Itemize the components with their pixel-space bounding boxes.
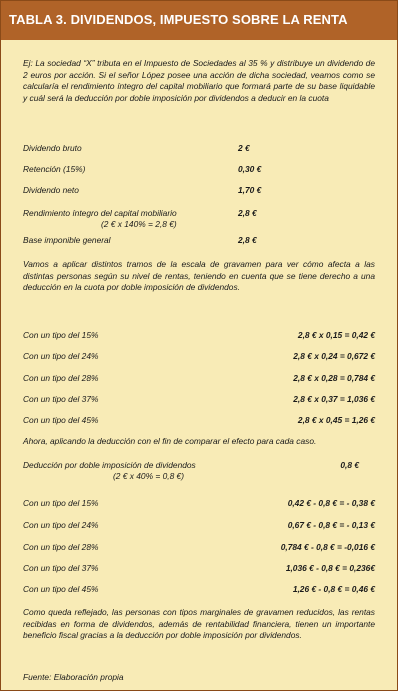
tax-row <box>23 351 375 363</box>
tax-row-value: 2,8 € x 0,24 = 0,672 € <box>293 351 375 361</box>
net-row <box>23 584 375 596</box>
base-row <box>23 235 375 247</box>
tax-row-value: 2,8 € x 0,28 = 0,784 € <box>293 373 375 383</box>
tax-row-label: Con un tipo del 15% <box>23 330 99 340</box>
base-row <box>23 208 375 232</box>
net-row-value: 0,67 € - 0,8 € = - 0,13 € <box>287 520 375 530</box>
table-title: TABLA 3. DIVIDENDOS, IMPUESTO SOBRE LA RENTA <box>9 12 348 27</box>
conclusion-paragraph: Como queda reflejado, las personas con tipos marginales de gravamen reducidos, las rentas recibidas en forma de dividendos, además de rentabilidad financiera, tienen un importante beneficio fiscal gracias a la deducción por doble imposición por dividendos. <box>23 607 375 641</box>
intro-paragraph: Ej: La sociedad “X” tributa en el Impuesto de Sociedades al 35 % y distribuye un dividendo de 2 euros por acción. Si el señor López posee una acción de dicha sociedad, veamos como se calcularía el rendimiento íntegro del capital mobiliario que formará parte de su base liquidable y cuál será la deducción por doble imposición por dividendos a deducir en la cuota <box>23 58 375 103</box>
tax-row <box>23 373 375 385</box>
base-row-label: Base imponible general <box>23 235 111 245</box>
net-row <box>23 520 375 532</box>
base-row-value: 1,70 € <box>238 185 262 195</box>
comparison-paragraph: Ahora, aplicando la deducción con el fin de comparar el efecto para cada caso. <box>23 436 317 446</box>
table-header <box>1 1 397 40</box>
net-row-label: Con un tipo del 28% <box>23 542 99 552</box>
net-row-label: Con un tipo del 15% <box>23 498 99 508</box>
base-row <box>23 143 375 155</box>
tax-row <box>23 330 375 342</box>
tax-row-label: Con un tipo del 28% <box>23 373 99 383</box>
tax-row-label: Con un tipo del 45% <box>23 415 99 425</box>
deduction-formula: (2 € x 40% = 0,8 €) <box>113 471 184 481</box>
base-row-value: 2 € <box>238 143 250 153</box>
base-row-label: Dividendo bruto <box>23 143 82 153</box>
net-row <box>23 542 375 554</box>
base-row-label: Rendimiento íntegro del capital mobiliario <box>23 208 177 218</box>
deduction-label: Deducción por doble imposición de dividendos <box>23 460 196 470</box>
net-row <box>23 498 375 510</box>
tax-row-value: 2,8 € x 0,37 = 1,036 € <box>293 394 375 404</box>
base-row-label: Dividendo neto <box>23 185 79 195</box>
deduction-value: 0,8 € <box>340 460 359 470</box>
scale-paragraph: Vamos a aplicar distintos tramos de la escala de gravamen para ver cómo afecta a las distintas personas según su nivel de rentas, teniendo en cuenta que se tiene derecho a una deducción en la cuota por doble imposición de dividendos. <box>23 259 375 293</box>
tax-row-value: 2,8 € x 0,45 = 1,26 € <box>297 415 375 425</box>
net-row-value: 1,036 € - 0,8 € = 0,236€ <box>285 563 375 573</box>
tax-row <box>23 415 375 427</box>
base-row-value: 2,8 € <box>238 235 257 245</box>
tax-row-label: Con un tipo del 24% <box>23 351 99 361</box>
net-row-label: Con un tipo del 37% <box>23 563 99 573</box>
base-row-value: 2,8 € <box>238 208 257 218</box>
tax-row <box>23 394 375 406</box>
net-row-value: 1,26 € - 0,8 € = 0,46 € <box>292 584 375 594</box>
source-note: Fuente: Elaboración propia <box>23 672 124 682</box>
base-row-value: 0,30 € <box>238 164 262 174</box>
base-row-formula: (2 € x 140% = 2,8 €) <box>101 219 177 229</box>
tax-row-value: 2,8 € x 0,15 = 0,42 € <box>297 330 375 340</box>
deduction-row <box>23 460 375 484</box>
base-row <box>23 185 375 197</box>
net-row-label: Con un tipo del 24% <box>23 520 99 530</box>
base-row <box>23 164 375 176</box>
net-row-value: 0,42 € - 0,8 € = - 0,38 € <box>287 498 375 508</box>
tax-row-label: Con un tipo del 37% <box>23 394 99 404</box>
base-row-label: Retención (15%) <box>23 164 86 174</box>
net-row <box>23 563 375 575</box>
net-row-value: 0,784 € - 0,8 € = -0,016 € <box>280 542 375 552</box>
net-row-label: Con un tipo del 45% <box>23 584 99 594</box>
